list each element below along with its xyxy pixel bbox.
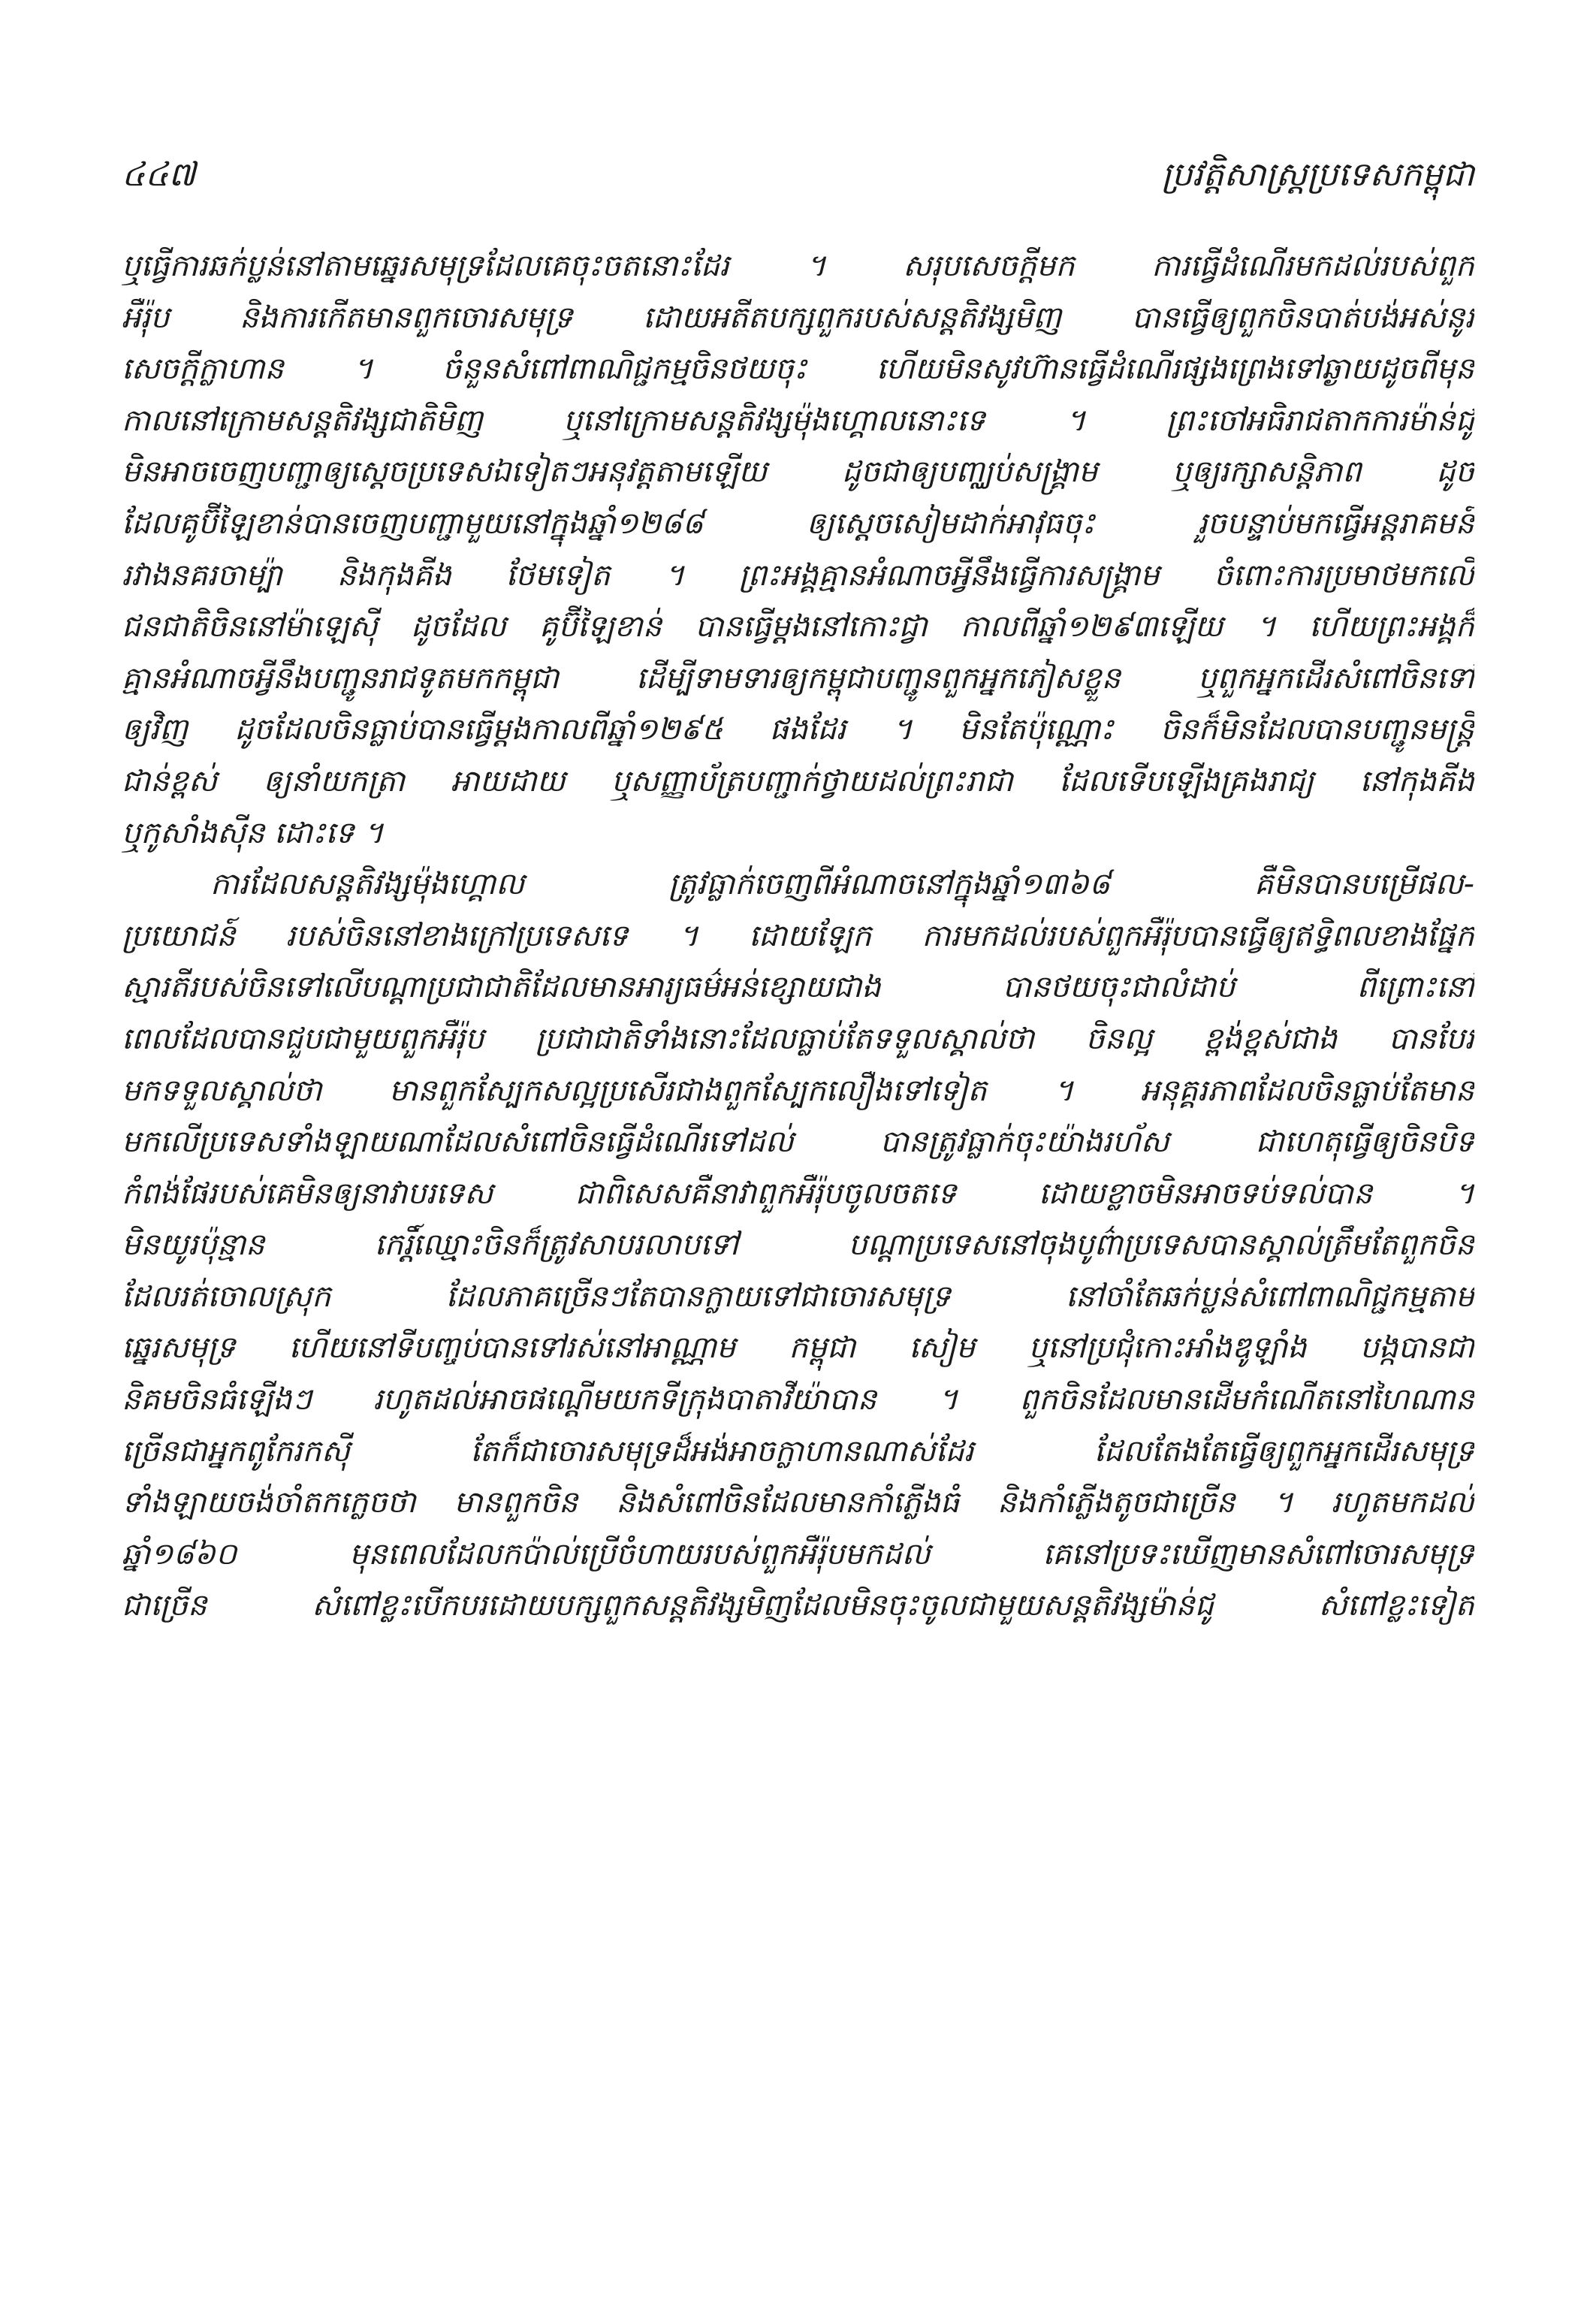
text-line: ពេលដែលបានជួបជាមួយពួកអឺរ៉ុប ប្រជាជាតិទាំងនោះដែលធ្លាប់តែទទួលស្គាល់ថា ចិនល្អ ខ្ពង់ខ្ពស់ជាង បានបែរ xyxy=(122,1021,1474,1056)
text-line: ឲ្យវិញ ដូចដែលចិនធ្លាប់បានធ្វើម្តងកាលពីឆ្នាំ១២៩៥ ផងដែរ ។ មិនតែប៉ុណ្ណោះ ចិនក៏មិនដែលបានបញ្ជូនមន្ត្រី xyxy=(122,712,1474,747)
text-line: ទាំងឡាយចង់ចាំតកក្លេចថា មានពួកចិន និងសំពៅចិនដែលមានកាំភ្លើងធំ និងកាំភ្លើងតូចជាច្រើន ។ រហូតមកដល់ xyxy=(122,1485,1474,1520)
text-line: មកលើប្រទេសទាំងឡាយណាដែលសំពៅចិនធ្វើដំណើរទៅដល់ បានត្រូវធ្លាក់ចុះយ៉ាងរហ័ស ជាហេតុធ្វើឲ្យចិនបិទ xyxy=(122,1125,1474,1160)
body-text xyxy=(122,240,1474,1632)
text-line: រវាងនគរចាម្ប៉ា និងកុងគីង ថែមទៀត ។ ព្រះអង្គគ្មានអំណាចអ្វីនឹងធ្វើការសង្គ្រាម ចំពោះការប្រមាថមកលើ xyxy=(122,557,1474,593)
text-line: ច្រើនជាអ្នកពូកែរកស៊ី តែក៏ជាចោរសមុទ្រដ៏អង់អាចក្លាហានណាស់ដែរ ដែលតែងតែធ្វើឲ្យពួកអ្នកដើរសមុទ្រ xyxy=(122,1433,1474,1469)
text-line: ឆ្នេរសមុទ្រ ហើយនៅទីបញ្ចប់បានទៅរស់នៅអាណ្ណាម កម្ពុជា សៀម ឬនៅប្រជុំកោះអាំងឌូឡាំង បង្កបានជា xyxy=(122,1330,1474,1366)
text-line: ឬកូសាំងស៊ីន ដោះទេ ។ xyxy=(122,815,384,850)
text-line: និគមចិនធំឡើងៗ រហូតដល់អាចផណ្តើមយកទីក្រុងបាតាវីយ៉ាបាន ។ ពួកចិនដែលមានដើមកំណើតនៅហៃណាន xyxy=(122,1382,1474,1418)
text-line: មិនយូរប៉ុន្មាន កេរ្តិ៍ឈ្មោះចិនក៏ត្រូវសាបរលាបទៅ បណ្តាប្រទេសនៅចុងបូព៌ាប្រទេសបានស្គាល់ត្រឹមតែពួកចិន xyxy=(122,1227,1474,1263)
text-line: ដែលគូប៊ីឡៃខាន់បានចេញបញ្ជាមួយនៅក្នុងឆ្នាំ១២៨៨ ឲ្យស្តេចសៀមដាក់អាវុធចុះ រួចបន្ទាប់មកធ្វើអន្តរាគមន៍ xyxy=(122,506,1474,541)
text-line: ការដែលសន្តតិវង្សម៉ុងហ្គោល ត្រូវធ្លាក់ចេញពីអំណាចនៅក្នុងឆ្នាំ១៣៦៨ គឺមិនបានបម្រើផល- xyxy=(210,867,1474,902)
text-line: ស្មារតីរបស់ចិនទៅលើបណ្តាប្រជាជាតិដែលមានអារ្យធម៌អន់ខ្សោយជាង បានថយចុះជាលំដាប់ ពីព្រោះនៅ xyxy=(122,970,1474,1005)
text-line: ឆ្នាំ១៨៦០ មុនពេលដែលកប៉ាល់ប្រើចំហាយរបស់ពួកអឺរ៉ុបមកដល់ គេនៅប្រទះឃើញមានសំពៅចោរសមុទ្រ xyxy=(122,1536,1474,1572)
text-line: គ្មានអំណាចអ្វីនឹងបញ្ជូនរាជទូតមកកម្ពុជា ដើម្បីទាមទារឲ្យកម្ពុជាបញ្ជូនពួកអ្នកភៀសខ្លួន ឬពួកអ្នកដើរសំពៅចិនទៅ xyxy=(122,660,1474,696)
paragraph xyxy=(122,859,1474,1632)
page-number: ៤៤៧ xyxy=(122,156,196,194)
text-line: ដែលរត់ចោលស្រុក ដែលភាគច្រើនៗតែបានក្លាយទៅជាចោរសមុទ្រ នៅចាំតែឆក់ប្លន់សំពៅពាណិជ្ជកម្មតាម xyxy=(122,1279,1474,1314)
text-line: ជាន់ខ្ពស់ ឲ្យនាំយកត្រា អាយដាយ ឬសញ្ញាប័ត្របញ្ជាក់ថ្វាយដល់ព្រះរាជា ដែលទើបឡើងគ្រងរាជ្យ នៅកុងគីង xyxy=(122,763,1474,799)
page-header xyxy=(122,154,1474,207)
text-line: កាលនៅក្រោមសន្តតិវង្សជាតិមិញ ឬនៅក្រោមសន្តតិវង្សម៉ុងហ្គោលនោះទេ ។ ព្រះចៅអធិរាជតាកការម៉ាន់ជូ xyxy=(122,403,1474,438)
text-line: ឬធ្វើការឆក់ប្លន់នៅតាមឆ្នេរសមុទ្រដែលគេចុះចតនោះដែរ ។ សរុបសេចក្តីមក ការធ្វើដំណើរមកដល់របស់ពួក xyxy=(122,249,1474,283)
text-line: អឺរ៉ុប និងការកើតមានពួកចោរសមុទ្រ ដោយអតីតបក្សពួករបស់សន្តតិវង្សមិញ បានធ្វើឲ្យពួកចិនបាត់បង់អស់នូវ xyxy=(122,300,1474,335)
running-head: ប្រវត្តិសាស្ត្រប្រទេសកម្ពុជា xyxy=(1161,156,1474,194)
text-line: កំពង់ផែរបស់គេមិនឲ្យនាវាបរទេស ជាពិសេសគឺនាវាពួកអឺរ៉ុបចូលចតទេ ដោយខ្លាចមិនអាចទប់ទល់បាន ។ xyxy=(122,1176,1474,1211)
text-line: មិនអាចចេញបញ្ជាឲ្យស្តេចប្រទេសឯទៀតៗអនុវត្តតាមឡើយ ដូចជាឲ្យបញ្ឈប់សង្គ្រាម ឬឲ្យរក្សាសន្តិភាព ដូច xyxy=(122,454,1474,490)
paragraph xyxy=(122,240,1474,859)
text-line: មកទទួលស្គាល់ថា មានពួកស្បែកសល្អប្រសើរជាងពួកស្បែកលឿងទៅទៀត ។ អនុគ្គរភាពដែលចិនធ្លាប់តែមាន xyxy=(122,1073,1474,1108)
text-line: ជាច្រើន សំពៅខ្លះបើកបរដោយបក្សពួកសន្តតិវង្សមិញដែលមិនចុះចូលជាមួយសន្តតិវង្សម៉ាន់ជូ សំពៅខ្លះទៀត xyxy=(122,1588,1474,1623)
text-line: ជនជាតិចិននៅម៉ាឡេស៊ី ដូចដែល គូប៊ីឡៃខាន់ បានធ្វើម្តងនៅកោះជ្វា កាលពីឆ្នាំ១២៩៣ឡើយ ។ ហើយព្រះអង្គក៏ xyxy=(122,609,1474,645)
text-line: សេចក្តីក្លាហាន ។ ចំនួនសំពៅពាណិជ្ជកម្មចិនថយចុះ ហើយមិនសូវហ៊ានធ្វើដំណើរផ្សងព្រេងទៅឆ្ងាយដូចពីមុន xyxy=(122,352,1474,387)
text-line: ប្រយោជន៍ របស់ចិននៅខាងក្រៅប្រទេសទេ ។ ដោយឡែក ការមកដល់របស់ពួកអឺរ៉ុបបានធ្វើឲ្យឥទ្ធិពលខាងផ្នែក xyxy=(122,918,1474,953)
